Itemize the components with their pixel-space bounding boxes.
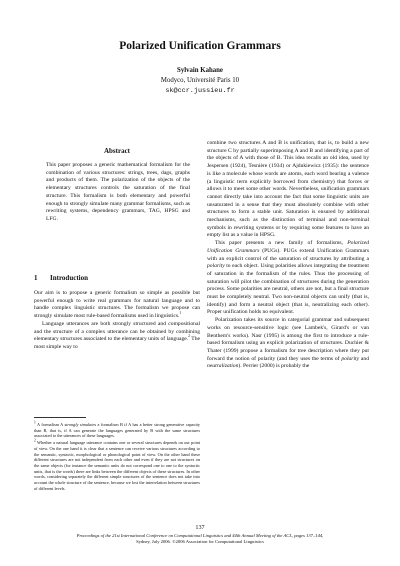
footnote-1-mark: 1 bbox=[34, 420, 36, 425]
section-number: 1 bbox=[34, 274, 38, 282]
footnote-1 bbox=[34, 422, 200, 439]
author-email: sk@ccr.jussieu.fr bbox=[165, 87, 235, 95]
footnote-divider bbox=[34, 417, 86, 418]
intro-p1-text: Our aim is to propose a generic formalism so simple as possible but powerful enough to write real grammars for natural language and to handle complex linguistic structures. The formalism we propose can strongly simulate most rule-based formalisms used in linguistics. bbox=[34, 290, 200, 320]
right-p3-text-c: ). Perrier (2000) is probably the bbox=[238, 363, 310, 370]
abstract-text: This paper proposes a generic mathematical formalism for the combination of various structures: strings, trees, dags, graphs and products of them. The polarization of the objects of the elementary structures controls the saturation of the final structure. This formalism is both elementary and powerful enough to strongly simulate many grammar formalisms, such as rewriting systems, dependency grammars, TAG, HPSG and LFG. bbox=[46, 162, 190, 222]
right-paragraph-2 bbox=[207, 240, 369, 317]
footnote-ref-1: 1 bbox=[179, 311, 182, 316]
right-p3-text-b: and bbox=[359, 355, 369, 362]
right-p3-emphasis-1: polarity bbox=[341, 355, 360, 362]
right-p2-text-c: to each object. Using polarities allows integrating the treatment of saturation in the formalism of the rules. Thus the processing of saturation will pilot the combination of structures during the generation process. Some polarities are neutral, others are not, but a final structure must be completely neutral. Two non-neutral objects can unify (that is, identify) and form a neutral object (that is, neutralizing each other). Proper unification holds no equivalent. bbox=[207, 263, 369, 316]
right-p2-text-b: (PUGs). PUGs extend Unification Grammars with an explicit control of the saturation of structures by attributing a bbox=[207, 247, 369, 262]
intro-p2-text: Language utterances are both strongly structured and compositional and the structure of a complex utterance can be obtained by combining elementary structures associated to the elementary units of language. bbox=[34, 320, 200, 343]
page-number: 137 bbox=[195, 524, 205, 531]
author-name: Sylvain Kahane bbox=[177, 67, 223, 74]
copyright-line: Sydney, July 2006. ©2006 Association for Computational Linguistics bbox=[136, 539, 264, 545]
right-p2-text-a: This paper presents a new family of formalisms, bbox=[215, 240, 348, 247]
footnote-ref-2: 2 bbox=[188, 334, 190, 339]
footnote-2-text: Whether a natural language utterance contains one or several structures depends on our point of view. On the one hand it is clear that a sentence can receive various structures according to the semantic, syntactic, morphological or phonological point of view. On the other hand these different structures are not independent from each other and even if they are not structures on the same objects (for instance the semantic units do not correspond one to one to the syntactic units, that is the words) there are links between the different objects of these structures. In other words, considering separately the different simple structures of the sentence does not take into account the whole structure of the sentence, because we lost the interrelation between structures of different levels. bbox=[34, 440, 200, 491]
section-heading bbox=[34, 274, 200, 282]
intro-paragraph-2 bbox=[34, 321, 200, 352]
author-affiliation: Modyco, Université Paris 10 bbox=[160, 77, 240, 84]
intro-left-column bbox=[34, 290, 200, 352]
section-title: Introduction bbox=[50, 274, 88, 282]
intro-p2-continuation: The most simple way to bbox=[34, 336, 200, 350]
footnote-1-emphasis: strongly simulates bbox=[64, 422, 97, 427]
proceedings-line: Proceedings of the 21st International Conference on Computational Linguistics and 44th Annual Meeting of the ACL, pages 137–144, bbox=[76, 533, 324, 538]
footnote-1-text-b: a formalism B if A has a better strong generative capacity than B, that is, if A can generate the languages generated by B with the same structures associated to the utterances of these languages. bbox=[34, 422, 201, 439]
right-p3-emphasis-2: neutralization bbox=[207, 363, 239, 370]
right-p3-text-a: Polarization takes its source in categorial grammar and subsequent works on resource-sensitive logic (see Lambek's, Girard's or van Benthem's works). Nasr (1995) is among the first to introduce a rule-based formalism using an explicit polarization of structures. Duchier & Thater (1999) propose a formalism for tree description where they put forward the notion of polarity (and they uses the terms of bbox=[207, 317, 369, 362]
intro-paragraph-1 bbox=[34, 290, 200, 321]
proceedings-footer bbox=[28, 533, 372, 545]
right-paragraph-1: combine two structures A and B is unification, that is, to build a new structure C by partially superimposing A and B and identifying a part of the objects of A with those of B. This idea recalls an old idea, used by Jespersen (1924), Tesnière (1934) or Ajdukiewicz (1935): the sentence is like a molecule whose words are atoms, each word bearing a valence (a linguistic term explicitly borrowed from chemistry) that forces or allows it to meet some other words. Nevertheless, unification grammars cannot directly take into account the fact that some linguistic units are unsaturated in a sense that they must absolutely combine with other structures to form a stable unit. Saturation is ensured by additional mechanisms, such as the distinction of terminal and non-terminal symbols in rewriting systems or by requiring some features to have an empty list as a value in HPSG. bbox=[207, 140, 369, 239]
footnote-1-text-a: A formalism A bbox=[37, 422, 65, 427]
footnote-2 bbox=[34, 440, 200, 491]
right-p2-emphasis-1: Polarized Unification Grammars bbox=[207, 240, 369, 254]
abstract-heading: Abstract bbox=[103, 147, 131, 155]
right-paragraph-3 bbox=[207, 317, 369, 371]
footnote-2-mark: 2 bbox=[34, 438, 36, 443]
right-column bbox=[207, 140, 369, 371]
footnotes bbox=[34, 422, 200, 492]
paper-title: Polarized Unification Grammars bbox=[119, 40, 281, 52]
right-p2-emphasis-2: polarity bbox=[207, 263, 225, 270]
